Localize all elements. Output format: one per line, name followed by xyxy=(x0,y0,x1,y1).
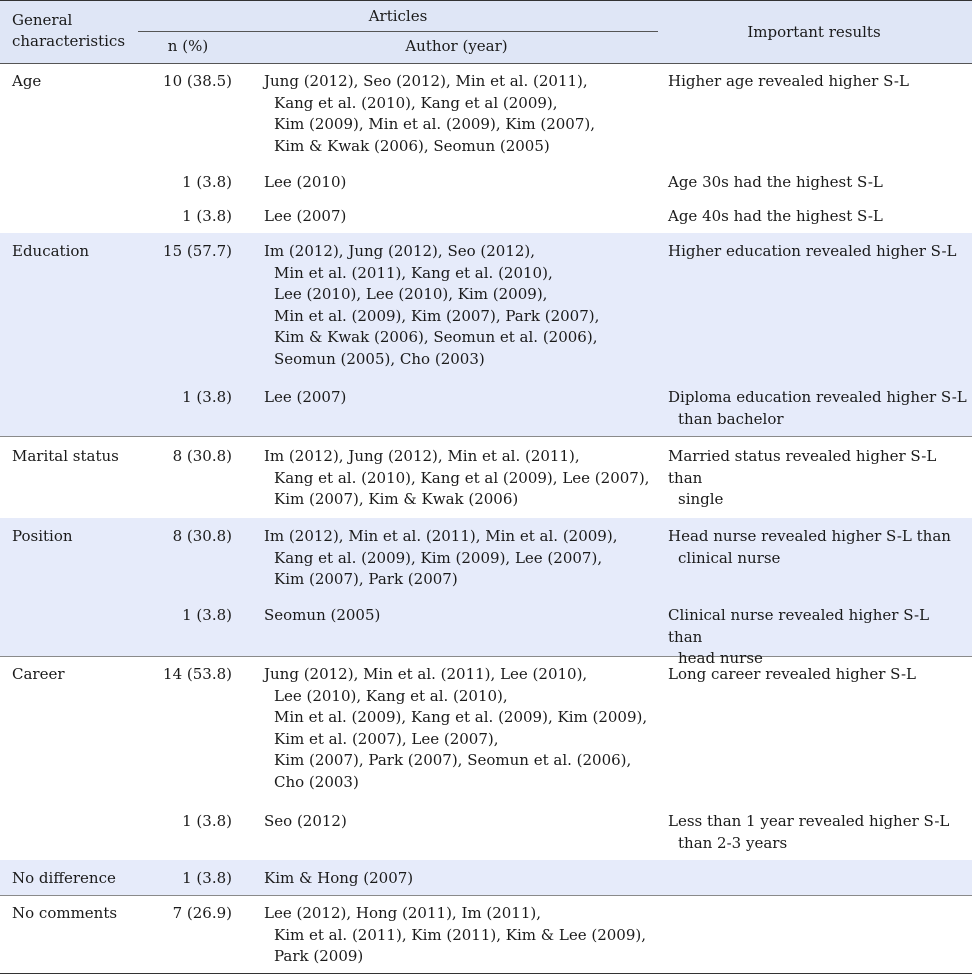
row-authors: Kim & Hong (2007) xyxy=(264,869,414,887)
row-label: No difference xyxy=(12,869,116,887)
row-label: Age xyxy=(12,72,42,90)
row-result: Higher age revealed higher S-L xyxy=(668,72,909,90)
group-career xyxy=(0,656,972,861)
row-n: 1 (3.8) xyxy=(182,207,232,225)
table-header xyxy=(0,1,972,64)
header-author-year: Author (year) xyxy=(405,37,508,55)
row-label: Position xyxy=(12,527,73,545)
row-n: 1 (3.8) xyxy=(182,173,232,191)
row-n: 1 (3.8) xyxy=(182,869,232,887)
row-label: Marital status xyxy=(12,447,119,465)
row-authors: Jung (2012), Seo (2012), Min et al. (2011), Kang et al. (2010), Kang et al (2009), Kim (2009), Min et al. (2009), Kim (2007), Kim & Kwak (2006), Seomun (2005) xyxy=(264,72,595,155)
row-label: Career xyxy=(12,665,65,683)
row-n: 8 (30.8) xyxy=(172,447,232,465)
header-important-results: Important results xyxy=(747,23,881,41)
row-result: Long career revealed higher S-L xyxy=(668,665,917,683)
row-authors: Seomun (2005) xyxy=(264,606,381,624)
row-n: 14 (53.8) xyxy=(163,665,232,683)
row-label: Education xyxy=(12,242,90,260)
group-no-comments xyxy=(0,895,972,974)
row-result: Married status revealed higher S-L than single xyxy=(668,447,937,508)
row-result: Higher education revealed higher S-L xyxy=(668,242,957,260)
header-general-characteristics: General characteristics xyxy=(12,11,126,50)
row-label: No comments xyxy=(12,904,118,922)
row-result: Age 30s had the highest S-L xyxy=(668,173,883,191)
group-education xyxy=(0,233,972,437)
row-result: Diploma education revealed higher S-L than bachelor xyxy=(668,388,967,428)
row-authors: Im (2012), Min et al. (2011), Min et al. (2009), Kang et al. (2009), Kim (2009), Lee (2007), Kim (2007), Park (2007) xyxy=(264,527,618,588)
group-age xyxy=(0,63,972,234)
row-result: Less than 1 year revealed higher S-L than 2-3 years xyxy=(668,812,950,852)
row-authors: Im (2012), Jung (2012), Min et al. (2011), Kang et al. (2010), Kang et al (2009), Lee (2007), Kim (2007), Kim & Kwak (2006) xyxy=(264,447,650,508)
row-result: Head nurse revealed higher S-L than clinical nurse xyxy=(668,527,951,567)
group-position xyxy=(0,518,972,667)
header-n-percent: n (%) xyxy=(167,37,209,55)
row-authors: Lee (2007) xyxy=(264,207,347,225)
row-authors: Lee (2010) xyxy=(264,173,347,191)
row-n: 7 (26.9) xyxy=(172,904,232,922)
row-result: Age 40s had the highest S-L xyxy=(668,207,883,225)
header-divider xyxy=(138,31,658,32)
row-authors: Im (2012), Jung (2012), Seo (2012), Min et al. (2011), Kang et al. (2010), Lee (2010), Lee (2010), Kim (2009), Min et al. (2009), Kim (2007), Park (2007), Kim & Kwak (2006), Seomun et al. (2006), Seomun (2005), Cho (2003) xyxy=(264,242,600,368)
row-authors: Jung (2012), Min et al. (2011), Lee (2010), Lee (2010), Kang et al. (2010), Min et al. (2009), Kang et al. (2009), Kim (2009), Kim et al. (2007), Lee (2007), Kim (2007), Park (2007), Seomun et al. (2006), Cho (2003) xyxy=(264,665,648,791)
group-marital-status xyxy=(0,436,972,519)
row-authors: Lee (2007) xyxy=(264,388,347,406)
row-n: 1 (3.8) xyxy=(182,388,232,406)
header-articles: Articles xyxy=(368,7,428,25)
row-n: 8 (30.8) xyxy=(172,527,232,545)
row-n: 1 (3.8) xyxy=(182,812,232,830)
row-result: Clinical nurse revealed higher S-L than head nurse xyxy=(668,606,930,667)
group-no-difference xyxy=(0,860,972,896)
row-authors: Seo (2012) xyxy=(264,812,347,830)
row-authors: Lee (2012), Hong (2011), Im (2011), Kim et al. (2011), Kim (2011), Kim & Lee (2009), Park (2009) xyxy=(264,904,647,965)
row-n: 10 (38.5) xyxy=(163,72,232,90)
row-n: 1 (3.8) xyxy=(182,606,232,624)
row-n: 15 (57.7) xyxy=(163,242,232,260)
